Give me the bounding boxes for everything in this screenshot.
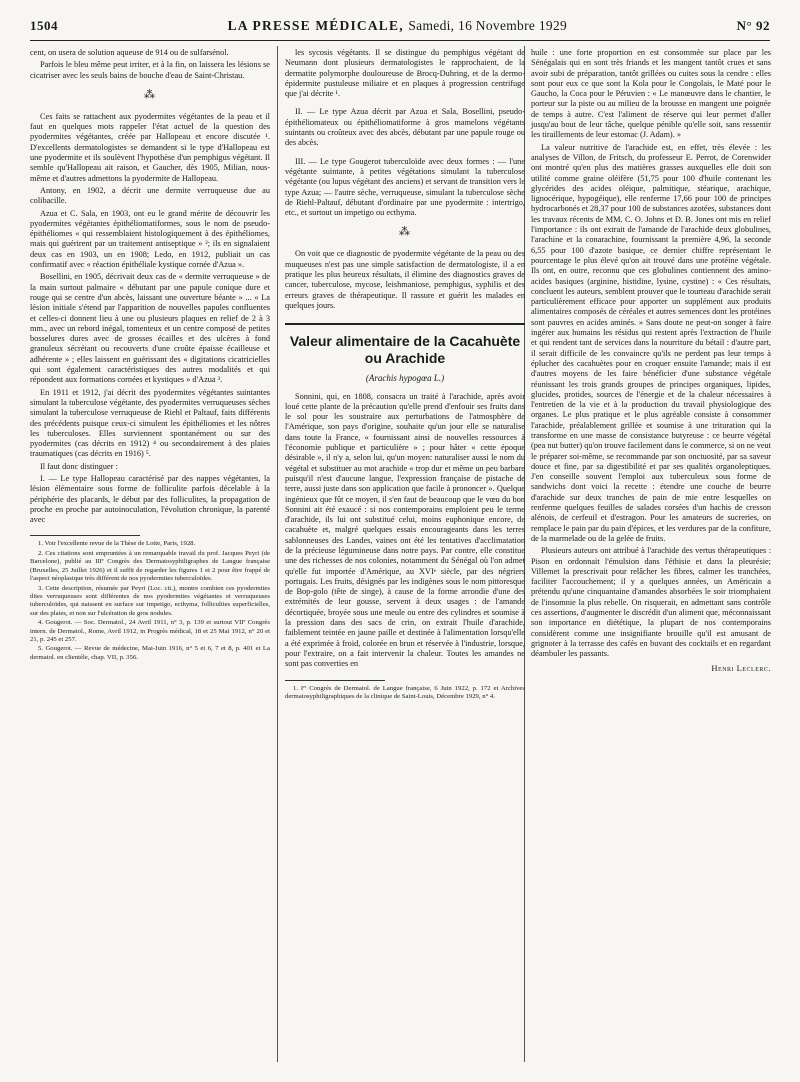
paragraph: Bosellini, en 1905, décrivait deux cas de « dermite verruqueuse » de la main surtout palmaire « débutant par une papule conique dure et rouge qui se centre d'un abcès, laissant une ouverture béante » ... « La lésion initiale s'étend par l'apparition de nouvelles papules confluentes et celles-ci donnent lieu à une ou plusieurs plaques en relief de 2 à 3 mm., avec un rebord inégal, tomenteux et un centre composé de petites bosselures dures avec de grosses écailles et des ulcères à fond granuleux sécrétant ou recouverts d'une croûte épaisse écailleuse et adhérente » ; elles laissent en guérissant des « digitations cicatricielles qui sont également caractéristiques des autres modalités et qui répondent aux formations cornées et kystiques » d'Azua ³.: [30, 272, 270, 385]
footnote: 1. Iᵉʳ Congrès de Dermatol. de Langue française, 6 Juin 1922, p. 172 et Archives dermatosyphiligraphiques de la clinique de Saint-Louis, Décembre 1929, n° 4.: [285, 684, 525, 700]
footnote: 1. Voir l'excellente revue de la Thèse de Lotte, Paris, 1928.: [38, 540, 196, 548]
paragraph: Antony, en 1902, a décrit une dermite verruqueuse due au colibacille.: [30, 185, 270, 206]
section-stars: ⁂: [399, 226, 411, 239]
footnote: 2. Ces citations sont empruntées à un remarquable travail du prof. Jacques Peyri (de Barcelone), publié au IIIᵉ Congrès des Dermatosyphiligraphes de Langue française (Bruxelles, 25 Juillet 1926) et il suffit de regarder les figures 1 et 2 pour être frappé de l'aspect néoplasique très différent de nos pyodermites tuberculoïdes.: [30, 549, 270, 583]
column-separator: [277, 46, 278, 1062]
issue-number: N° 92: [736, 18, 770, 33]
footnotes: [30, 540, 270, 662]
paragraph: Plusieurs auteurs ont attribué à l'arachide des vertus thérapeutiques : Pison en ordonnait l'émulsion dans l'éthisie et dans la pleurésie; Villemet la prescrivait pour relâcher les fibres, calmer les tranchées, faciliter l'accouchement; il y a quelques années, un Américain a prétendu qu'une cinquantaine d'amandes absorbées le soir triomphaient de l'insomnie la plus rebelle. On risquerait, en admettant sans contrôle ces assertions, d'augmenter le discrédit d'un aliment que, méconnaissant son importance en diététique, la plupart de nos contemporains considèrent comme une insignifiante brouille qu'il est amusant de grignoter à la terrasse des cafés en buvant des cocktails et en regardant déambuler les passants.: [531, 546, 771, 659]
page-number: 1504: [30, 18, 58, 33]
column-3: [531, 48, 771, 673]
column-2: [285, 48, 525, 702]
page-header: [30, 18, 770, 38]
paragraph: Sonnini, qui, en 1808, consacra un traité à l'arachide, après avoir loué cette plante de la précaution qu'elle prend d'enfouir ses fruits dans le sol pour les soustraire aux perturbations de l'atmosphère de l'Amérique, son pays d'origine, souhaite qu'un jour elle se naturalise dans toute la France, « fournissant ainsi de nouvelles ressources à l'économie publique et particulière » ; pour hâter « cette époque désirable », il n'y a, selon lui, qu'un moyen: naturaliser aussi le nom du végétal et substituer au mot arachide « trop dur et même un peu barbare puisqu'il n'est d'aucune langue, l'expression française de pistache de terre, aussi juste dans son application que facile à prononcer ». Quelque ingénieux que fût ce moyen, il s'en faut de beaucoup que le vœu du bon Sonnini ait été exaucé : si nos contemporains emploient peu le terme d'arachide, ils lui ont substitué celui, moins euphonique encore, de cacahuète et, malgré quelques essais encourageants dans les terres sablonneuses des Landes, vaines ont été les tentatives d'acclimatation de la précieuse légumineuse dans notre pays. Par contre, elle constitue une des richesses de nos colonies, notamment du Sénégal où l'on admet qu'elle fut importée d'Amérique, au XVIᵉ siècle, par des négriers portugais. Les fruits, désignés par les indigènes sous le nom pittoresque de Bop-golo (tête de singe), à cause de la forme arrondie d'une des extrémités de leur gousse, servent à deux usages : de l'amande décortiquée, broyée sous une meule ou entre des cylindres et soumise à la pression dans des sacs de crin, on extrait l'huile d'arachide, faiblement teintée en jaune paille et destinée à l'alimentation lorsqu'elle a été exprimée à froid, colorée en brun et réservée à l'industrie, lorsque, pour l'extraire, on a fait intervenir la chaleur. Toutes les amandes ne sont pas converties en: [285, 391, 525, 669]
header-rule: [30, 40, 770, 41]
author-signature: Henri Leclerc.: [711, 662, 771, 673]
paragraph: les sycosis végétants. Il se distingue du pemphigus végétant de Neumann dont plusieurs dermatologistes le rapprochaient, de la dermatite polymorphe douloureuse de Brocq-Duhring, et de la dermo-épidermite pustuleuse miliaire et en plaques à progression centrifuge que j'ai décrite ¹.: [285, 48, 525, 99]
column-1: [30, 48, 270, 663]
paragraph: III. — Le type Gougerot tuberculoïde avec deux formes : — l'une végétante suintante, à petites végétations simulant la tuberculose végétante (ou lupus végétant des anciens) et servant de transition vers le type Azua; — l'autre sèche, verruqueuse, simulant la tuberculose sèche de Riehl-Paltauf, débutant d'ordinaire par une pyodermite : intertrigo, etc., et surtout un impetigo ou ecthyma.: [285, 156, 525, 218]
paragraph: cent, on usera de solution aqueuse de 914 ou de sulfarsénol.: [30, 48, 229, 57]
journal-name: LA PRESSE MÉDICALE,: [227, 18, 404, 33]
paragraph: II. — Le type Azua décrit par Azua et Sala, Bosellini, pseudo-épithéliomateux ou épithéliomatiforme à gros mamelons végétants suintants ou croûteux avec des abcès, débutant par une papule rouge ou des abcès.: [285, 107, 525, 148]
article-subtitle: (Arachis hypogœa L.): [365, 373, 445, 384]
paragraph: Azua et C. Sala, en 1903, ont eu le grand mérite de découvrir les pyodermites végétantes épithéliomatiformes, sous le nom de pseudo-épithéliomes « qui ressemblaient histologiquement à des épithéliomes, mais qui guérirent par un traitement antiseptique » ²; ils en signalaient deux cas en 1903, un en 1908; Ledo, en 1912, publiait un cas confirmatif avec « réaction épithéliale kystique cornée d'Azua ».: [30, 208, 270, 270]
footnote: 3. Cette description, résumée par Peyri (Loc. cit.), montre combien ces pyodermites dites verruqueuses sont différentes de nos pyodermites végétantes et verruqueuses tuberculoïdes, qui naissent en surface sur impetigo, ecthyma, folliculites superficielles, sur des plaies, et non sur l'ulcération de gros nodules.: [30, 584, 270, 617]
footnote: 5. Gougerot. — Revue de médecine, Mai-Juin 1916, n° 5 et 6, 7 et 8, p. 401 et La dermatol. en clientèle, chap. VII, p. 356.: [30, 645, 270, 661]
paragraph: Parfois le bleu même peut irriter, et à la fin, on laissera les lésions se cicatriser avec les seuls bains de bouche d'eau de Saint-Christau.: [30, 60, 270, 80]
paragraph: On voit que ce diagnostic de pyodermite végétante de la peau ou des muqueuses n'est pas une simple satisfaction de dermatologiste, il a en pratique les plus heureux résultats, il élimine des diagnostics graves de cancer, tuberculose, mycose, leishmaniose, pemphigus, syphilis et des erreurs graves de thérapeutique. Il rassure et guérit les malades en quelques jours.: [285, 249, 525, 310]
paragraph: Ces faits se rattachent aux pyodermites végétantes de la peau et il faut en quelques mots rappeler l'état actuel de la question des pyodermites végétantes, créée par Hallopeau et encore discutée ¹. D'excellents dermatologistes se demandent si le type d'Hallopeau est une pyodermite et ils soulèvent l'hypothèse d'un pemphigus végétant. Il semble qu'Hallopeau ait raison, et Gaucher, dès 1905, Milian, nous-même et d'autres admettons la pyodermite de Hallopeau.: [30, 111, 270, 183]
article-title: Valeur alimentaire de la Cacahuète ou Arachide: [289, 333, 521, 367]
paragraph: I. — Le type Hallopeau caractérisé par des nappes végétantes, la lésion élémentaire sous forme de folliculite parfois décelable à la périphérie des placards, le début par des folliculites, la propagation de proche en proche par autoinoculation, l'évolution chronique, la parenté avec: [30, 473, 270, 525]
paragraph: La valeur nutritive de l'arachide est, en effet, très élevée : les analyses de Villon, de Fritsch, du professeur E. Perrot, de Corenwider ont montré qu'en plus des matières grasses auxquelles elle doit son utilité comme graine oléifère (51,75 pour 100 d'huile contenant les glycérides des acides oléique, palmitique, stéarique, arachique, lignocérique, hypogéique), elle renferme 17,66 pour 100 de principes hydrocarbonés et 28,37 pour 100 de substances azotées, substances dont les travaux récents de MM. C. O. Johns et D. B. Jones ont mis en relief l'importance : ils ont extrait de l'amande de l'arachide deux globulines, l'arachine et la conarachine, fournissant la première 4,96, la seconde 6,55 pour 100 d'azote basique, ce dernier chiffre représentant le pourcentage le plus élevé qu'on ait trouvé dans une protéine végétale. Ils ont, en outre, reconnu que ces globulines contiennent des amino-acides basiques (arginine, histidine, lysine, cystine) : « Ces résultats, concluent les auteurs, semblent prouver que le tourteau d'arachide serait particulièrement efficace pour apporter un supplément aux produits alimentaires composés de céréales et autres semences dont les protéines sont pauvres en acides aminés. » Sans doute ne peut-on songer à faire ingérer aux humains les résidus qui restent après l'extraction de l'huile et qui rendent tant de services dans la nourriture du bétail : d'autre part, il serait difficile de les convaincre qu'ils ne perdent pas leur temps à éplucher des cacahuètes pour en croquer ensuite l'amande; mais il est d'autres moyens de les faire bénéficier d'une substance végétale réunissant les trois grands groupes de principes organiques, lipides, glucides, protides, sources de l'énergie et de la chaleur nécessaires à l'entretien de la vie et à la production du travail physiologique des organes. Le plus pratique et le plus agréable consiste à consommer l'arachide, préalablement grillée et soumise à une trituration qui la transforme en une masse de consistance butyreuse : ce beurre végétal (pea nut butter) qu'on trouve facilement dans le commerce, si on ne veut le préparer soi-même, se recommande par son onctuosité, par sa saveur douce et fine, par sa digestibilité et par ses qualités organoleptiques. J'en conseille souvent l'emploi aux tuberculeux sous forme de sandwichs dont voici la recette : étendre une couche de beurre d'arachide sur deux tranches de pain de mie entre lesquelles on renferme quelques feuilles de salades corsées d'un hachis de cresson alénois, de cerfeuil et d'estragon. Pour les amateurs de sucreries, on remplace le pain par du pain d'épices, et les verdures par de la confiture, de la marmelade ou de la gelée de fruits.: [531, 142, 771, 543]
footnotes: [285, 685, 525, 702]
paragraph: huile : une forte proportion en est consommée sur place par les Sénégalais qui en sont très friands et les mangent tantôt crues et sans avoir subi de préparation, tantôt grillées ou cuites sous la cendre : elles sont pour eux ce que sont la Kola pour le Congolais, le Maté pour le Gaucho, la Coca pour le Péruvien : « Le manœuvre dans le chantier, le porteur sur la piste ou au milieu de la brousse en mangent une poignée de temps à autre. C'est l'aliment de réserve qui leur permet d'aller jusqu'au bout de leur tâche, quelque pénible qu'elle soit, sans ressentir les tiraillements de leur estomac (J. Adam). »: [531, 48, 771, 140]
paragraph: Il faut donc distinguer :: [40, 461, 118, 471]
paragraph: En 1911 et 1912, j'ai décrit des pyodermites végétantes suintantes simulant la tuberculose végétante, des pyodermites verruqueuses sèches simulant la tuberculose verruqueuse de Riehl et Paltauf, faits différents des précédents puisque ceux-ci simulent les épithéliomes et les nôtres les tuberculoses. Elles surviennent spontanément ou sur des pyodermites (cas décrits en 1912) ⁴ ou secondairement à des plaies traumatiques (cas décrits en 1916) ⁵.: [30, 387, 270, 459]
section-stars: ⁂: [144, 88, 156, 101]
issue-date: Samedi, 16 Novembre 1929: [408, 18, 568, 33]
footnote: 4. Gougerot. — Soc. Dermatol., 24 Avril 1911, n° 3, p. 139 et surtout VIIᵉ Congrès intern. de Dermatol., Rome, Avril 1912, in Progrès médical, 18 et 25 Mai 1912, n° 20 et 21, p. 245 et 257.: [30, 619, 270, 643]
article-rule: [285, 323, 525, 325]
journal-title: [228, 18, 567, 34]
